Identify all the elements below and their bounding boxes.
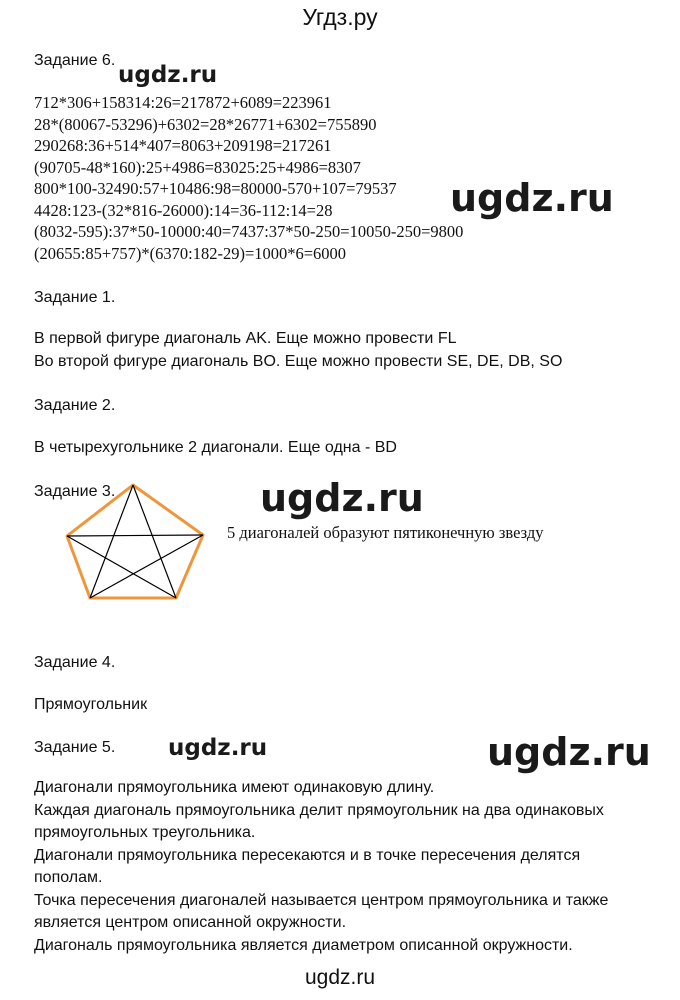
task1-line: Во второй фигуре диагональ BO. Еще можно провести SE, DE, DB, SO xyxy=(34,352,563,370)
diagonal-line xyxy=(67,536,176,598)
calc-line: 712*306+158314:26=217872+6089=223961 xyxy=(34,93,332,112)
pentagon-outline xyxy=(67,485,203,598)
calc-line: (8032-595):37*50-10000:40=7437:37*50-250=10050-250=9800 xyxy=(34,222,464,241)
watermark: ugdz.ru xyxy=(487,730,651,774)
task6-calculations xyxy=(34,92,463,264)
task5-line: Каждая диагональ прямоугольника делит прямоугольник на два одинаковых xyxy=(34,801,604,819)
pentagon-star-diagram xyxy=(62,480,212,608)
task4-heading: Задание 4. xyxy=(34,654,116,671)
task1-line: В первой фигуре диагональ AK. Еще можно провести FL xyxy=(34,330,457,347)
calc-line: 28*(80067-53296)+6302=28*26771+6302=755890 xyxy=(34,114,377,134)
site-title: Угдз.ру xyxy=(302,4,378,30)
watermark: ugdz.ru xyxy=(260,476,424,520)
task5-line: пополам. xyxy=(34,869,103,886)
task5-line: Точка пересечения диагоналей называется центром прямоугольника и также xyxy=(34,891,609,909)
calc-line: (20655:85+757)*(6370:182-29)=1000*6=6000 xyxy=(34,243,347,263)
task3-heading: Задание 3. xyxy=(34,483,116,500)
calc-line: 800*100-32490:57+10486:98=80000-570+107=79537 xyxy=(34,179,397,198)
diagonal-line xyxy=(67,535,203,536)
task3-caption: 5 диагоналей образуют пятиконечную звезду xyxy=(227,523,544,542)
task5-line: Диагональ прямоугольника является диаметром описанной окружности. xyxy=(34,936,573,954)
task1-text xyxy=(34,328,562,373)
task5-heading: Задание 5. xyxy=(34,739,116,756)
task5-line: Диагонали прямоугольника имеют одинаковую длину. xyxy=(34,779,435,796)
calc-line: 4428:123-(32*816-26000):14=36-112:14=28 xyxy=(34,200,333,220)
footer-watermark: ugdz.ru xyxy=(304,966,376,989)
task5-text xyxy=(34,777,608,957)
calc-line: (90705-48*160):25+4986=83025:25+4986=8307 xyxy=(34,157,361,177)
task6-heading: Задание 6. xyxy=(34,52,116,69)
task4-answer: Прямоугольник xyxy=(34,696,148,713)
task5-line: прямоугольных треугольника. xyxy=(34,824,256,841)
watermark: ugdz.ru xyxy=(450,176,614,220)
task5-line: Диагонали прямоугольника пересекаются и в точке пересечения делятся xyxy=(34,846,581,864)
diagonal-line xyxy=(90,535,203,598)
task2-text: В четырехугольнике 2 диагонали. Еще одна - BD xyxy=(34,439,397,456)
watermark: ugdz.ru xyxy=(168,735,268,761)
task1-heading: Задание 1. xyxy=(34,289,116,306)
task5-line: является центром описанной окружности. xyxy=(34,914,347,931)
task2-heading: Задание 2. xyxy=(34,397,116,414)
watermark: ugdz.ru xyxy=(118,62,218,88)
calc-line: 290268:36+514*407=8063+209198=217261 xyxy=(34,136,332,155)
